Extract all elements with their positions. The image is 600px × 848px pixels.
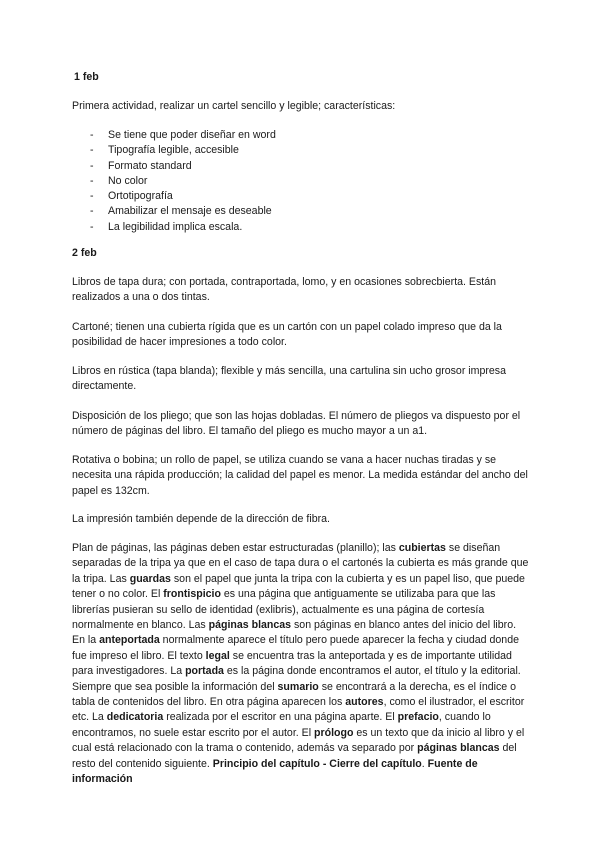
term-guardas: guardas bbox=[129, 572, 171, 585]
text-run: se encontrará a la derecha, es el índice o tabla de contenidos del libro. En otra página aparecen los bbox=[72, 680, 517, 709]
bullet-dash: - bbox=[90, 205, 94, 218]
term-prefacio: prefacio bbox=[397, 711, 439, 724]
bullet-dash: - bbox=[90, 220, 94, 233]
text-run: es una página que antiguamente se utilizaba para que las librerías pusieran su sello de identidad (exlibris), actualmente es una página de cortesía normalmente en blanco. Las bbox=[72, 588, 496, 632]
paragraph-plan-paginas bbox=[72, 541, 530, 788]
term-dedicatoria: dedicatoria bbox=[106, 711, 164, 724]
term-sumario: sumario bbox=[277, 680, 319, 693]
text-run: se encuentra tras la anteportada y es de importante utilidad para investigadores. La bbox=[72, 649, 512, 678]
text-run: Plan de páginas, las páginas deben estar estructuradas (planillo); las bbox=[72, 542, 399, 554]
activity-intro: Primera actividad, realizar un cartel sencillo y legible; características: bbox=[72, 100, 396, 112]
list-item-text: Formato standard bbox=[108, 159, 192, 172]
term-paginas-blancas: páginas blancas bbox=[208, 619, 292, 632]
term-anteportada: anteportada bbox=[99, 634, 160, 647]
term-principio-cierre-capitulo: Principio del capítulo - Cierre del capítulo bbox=[212, 757, 422, 770]
term-paginas-blancas-2: páginas blancas bbox=[417, 742, 500, 755]
bullet-dash: - bbox=[90, 174, 94, 187]
bullet-dash: - bbox=[90, 144, 94, 157]
paragraph-direccion-fibra: La impresión también depende de la dirección de fibra. bbox=[72, 513, 330, 525]
characteristics-list bbox=[72, 128, 530, 235]
term-frontispicio: frontispicio bbox=[163, 588, 221, 601]
list-item bbox=[72, 189, 530, 204]
list-item-text: Se tiene que poder diseñar en word bbox=[108, 129, 276, 141]
list-item bbox=[72, 204, 530, 219]
list-item-text: Tipografía legible, accesible bbox=[108, 144, 239, 157]
list-item-text: La legibilidad implica escala. bbox=[108, 220, 243, 233]
list-item bbox=[72, 220, 530, 235]
term-autores: autores bbox=[345, 696, 384, 709]
list-item-text: Amabilizar el mensaje es deseable bbox=[108, 205, 272, 218]
paragraph-tapa-dura: Libros de tapa dura; con portada, contraportada, lomo, y en ocasiones sobrecbierta. Están realizados a una o dos tintas. bbox=[72, 276, 497, 304]
text-run: es un texto que da inicio al libro y el cual está relacionado con la trama o contenido, además va separado por bbox=[72, 726, 525, 755]
term-prologo: prólogo bbox=[314, 726, 354, 739]
list-item-text: No color bbox=[108, 174, 148, 187]
text-run: son páginas en blanco antes del inicio del libro. En la bbox=[72, 619, 517, 647]
term-portada: portada bbox=[185, 665, 224, 678]
term-fuente-informacion: Fuente de información bbox=[72, 757, 478, 786]
list-item bbox=[72, 159, 530, 174]
date-heading-2feb: 2 feb bbox=[72, 247, 97, 259]
text-run: se diseñan separadas de la tripa ya que en el caso de tapa dura o el cartonés la cubierta es más grande que la tripa. Las bbox=[72, 542, 529, 585]
list-item bbox=[72, 128, 530, 143]
text-run: realizada por el escritor en una página aparte. El bbox=[163, 711, 398, 724]
text-run: normalmente aparece el título pero puede aparecer la fecha y ciudad donde fue impreso el libro. El texto bbox=[72, 634, 519, 662]
paragraph-cartone: Cartoné; tienen una cubierta rígida que es un cartón con un papel colado impreso que da la posibilidad de hacer impresiones a todo color. bbox=[72, 321, 502, 349]
list-item bbox=[72, 174, 530, 189]
text-run: son el papel que junta la tripa con la cubierta y es un papel liso, que puede tener o no color. El bbox=[72, 572, 525, 601]
list-item bbox=[72, 143, 530, 158]
paragraph-rustica: Libros en rústica (tapa blanda); flexible y más sencilla, una cartulina sin ucho grosor impresa directamente. bbox=[72, 365, 506, 393]
text-run: , como el ilustrador, el escritor etc. La bbox=[72, 696, 525, 724]
term-legal: legal bbox=[205, 649, 230, 662]
bullet-dash: - bbox=[90, 190, 94, 203]
date-heading-1feb: 1 feb bbox=[74, 71, 99, 83]
paragraph-pliegos: Disposición de los pliego; que son las hojas dobladas. El número de pliegos va dispuesto por el número de páginas del libro. El tamaño del pliego es mucho mayor a un a1. bbox=[72, 410, 521, 438]
text-run: . bbox=[421, 757, 428, 770]
term-cubiertas: cubiertas bbox=[398, 542, 446, 554]
text-run: es la página donde encontramos el autor, el título y la editorial. Siempre que sea posible la información del bbox=[72, 665, 521, 693]
list-item-text: Ortotipografía bbox=[108, 190, 173, 203]
text-run: del resto del contenido siguiente. bbox=[72, 742, 517, 770]
paragraph-rotativa: Rotativa o bobina; un rollo de papel, se utiliza cuando se vana a hacer nuchas tiradas y se necesita una rápida producción; la calidad del papel es menor. La medida estándar del ancho del papel es 132cm. bbox=[72, 454, 528, 497]
text-run: , cuando lo encontramos, no suele estar escrito por el autor. El bbox=[72, 711, 491, 739]
bullet-dash: - bbox=[90, 159, 94, 172]
bullet-dash: - bbox=[90, 129, 94, 141]
